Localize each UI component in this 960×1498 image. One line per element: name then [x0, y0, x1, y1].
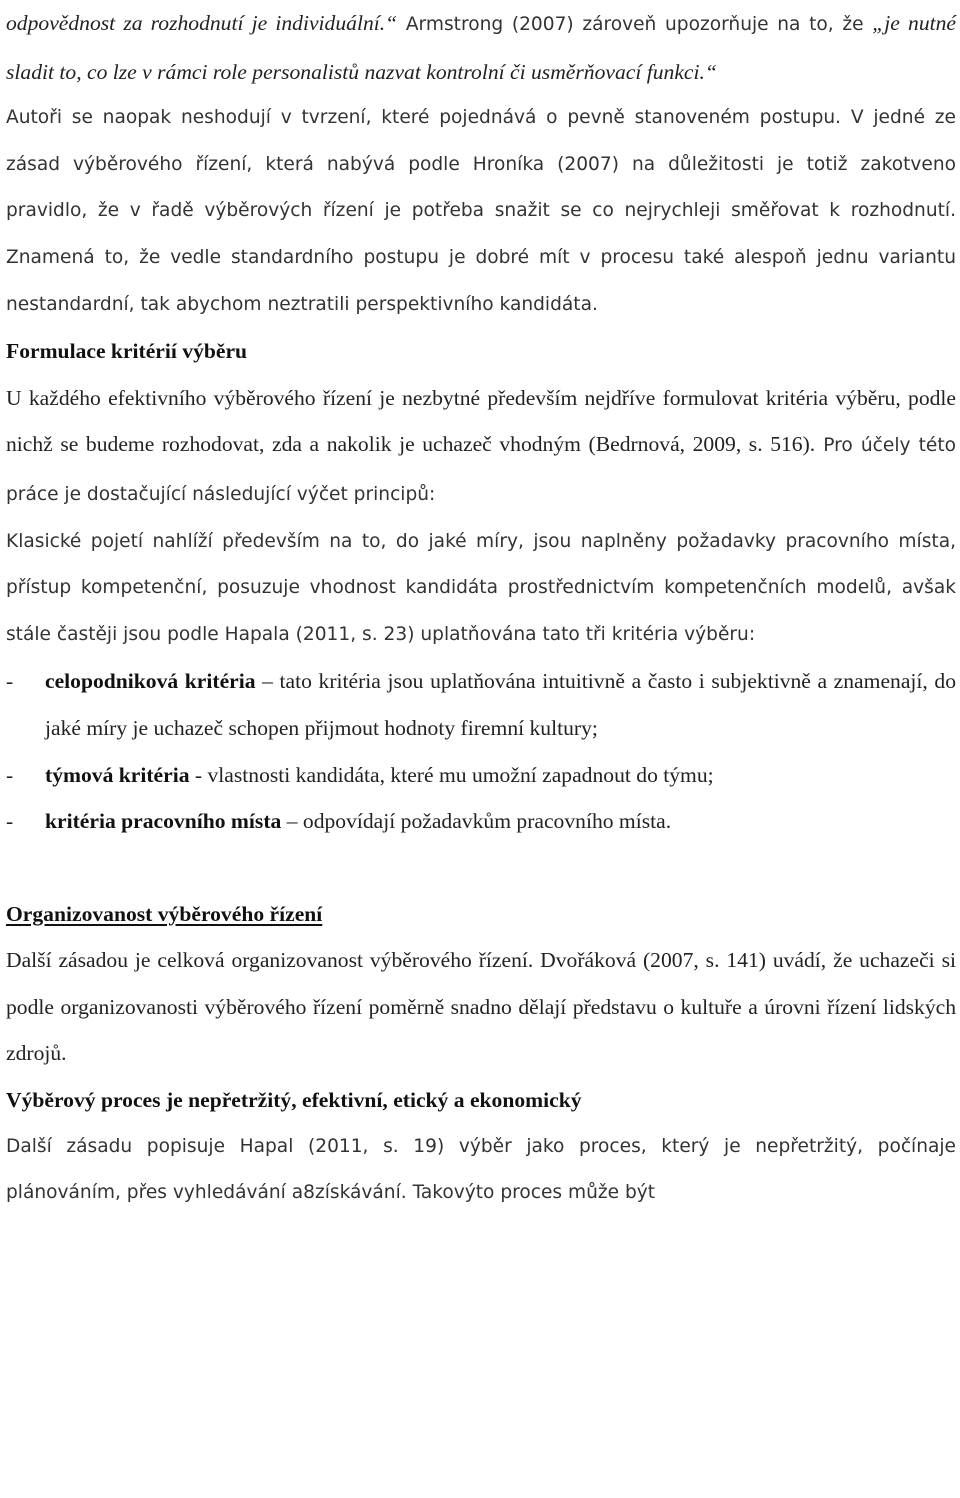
paragraph-classic: Klasické pojetí nahlíží především na to, do jaké míry, jsou naplněny požadavky pracovního místa, přístup kompetenční, posuzuje vhodnost kandidáta prostřednictvím kompetenčních modelů, avšak stále častěji jsou podle Hapala (2011, s. 23) uplatňována tato tři kritéria výběru: — [6, 530, 956, 645]
paragraph-text-b: V jedné ze zásad výběrového řízení, která nabývá podle Hroníka (2007) na důležitosti je totiž zakotveno pravidlo, že v řadě výběrových řízení je potřeba snažit se co nejrychleji směřovat k rozhodnutí. — [6, 107, 956, 222]
paragraph-criteria — [6, 375, 956, 519]
paragraph-text-c: Znamená to, že vedle standardního postupu je dobré mít v procesu také alespoň jednu variantu nestandardní, tak abychom neztratili perspektivního kandidáta. — [6, 246, 956, 315]
list-text: – tato kritéria jsou uplatňována intuitivně a často i subjektivně a znamenají, do jaké míry je uchazeč schopen přijmout hodnoty firemní kultury; — [45, 669, 956, 740]
list-text: - vlastnosti kandidáta, které mu umožní zapadnout do týmu; — [189, 762, 714, 787]
document-page — [6, 0, 956, 1217]
list-item — [6, 752, 956, 799]
paragraph-process: Další zásadu popisuje Hapal (2011, s. 19) výběr jako proces, který je nepřetržitý, počínaje plánováním, přes vyhledávání a8získávání. Takovýto proces může být — [6, 1135, 956, 1204]
list-item — [6, 798, 956, 845]
heading-organization: Organizovanost výběrového řízení — [6, 901, 323, 926]
list-dash: - — [6, 809, 14, 834]
list-item — [6, 658, 956, 751]
list-dash: - — [6, 669, 14, 694]
quote-fragment: odpovědnost za rozhodnutí je individuální.“ — [6, 11, 398, 35]
list-dash: - — [6, 762, 14, 787]
heading-criteria: Formulace kritérií výběru — [6, 339, 248, 364]
paragraph-text-a: U každého efektivního výběrového řízení je nezbytné především nejdříve formulovat kritéria výběru, podle nichž se budeme rozhodovat, zda a nakolik je uchazeč vhodným (Bedrnová, 2009, s. 516). — [6, 385, 956, 457]
list-term: kritéria pracovního místa — [45, 809, 282, 834]
paragraph-text-a: Autoři se naopak neshodují v tvrzení, které pojednává o pevně stanoveném postupu. — [6, 107, 842, 129]
paragraph-text: Armstrong (2007) zároveň upozorňuje na to, že — [397, 14, 873, 35]
paragraph-procedure — [6, 95, 956, 328]
spacer — [6, 845, 956, 891]
paragraph-text-b: Pro účely této práce je dostačující následující výčet principů: — [6, 435, 956, 505]
heading-process: Výběrový proces je nepřetržitý, efektivní, etický a ekonomický — [6, 1088, 582, 1113]
list-term: týmová kritéria — [45, 762, 190, 787]
list-text: – odpovídají požadavkům pracovního místa. — [281, 809, 672, 834]
list-term: celopodniková kritéria — [45, 669, 256, 694]
paragraph-organization: Další zásadou je celková organizovanost výběrového řízení. Dvořáková (2007, s. 141) uvádí, že uchazeči si podle organizovanosti výběrového řízení poměrně snadno dělají představu o kultuře a úrovni řízení lidských zdrojů. — [6, 948, 956, 1066]
quote-armstrong: „je nutné sladit to, co lze v rámci role personalistů nazvat kontrolní či usměrňovací funkci.“ — [6, 11, 956, 84]
criteria-list — [6, 658, 956, 844]
paragraph-intro — [6, 0, 956, 95]
